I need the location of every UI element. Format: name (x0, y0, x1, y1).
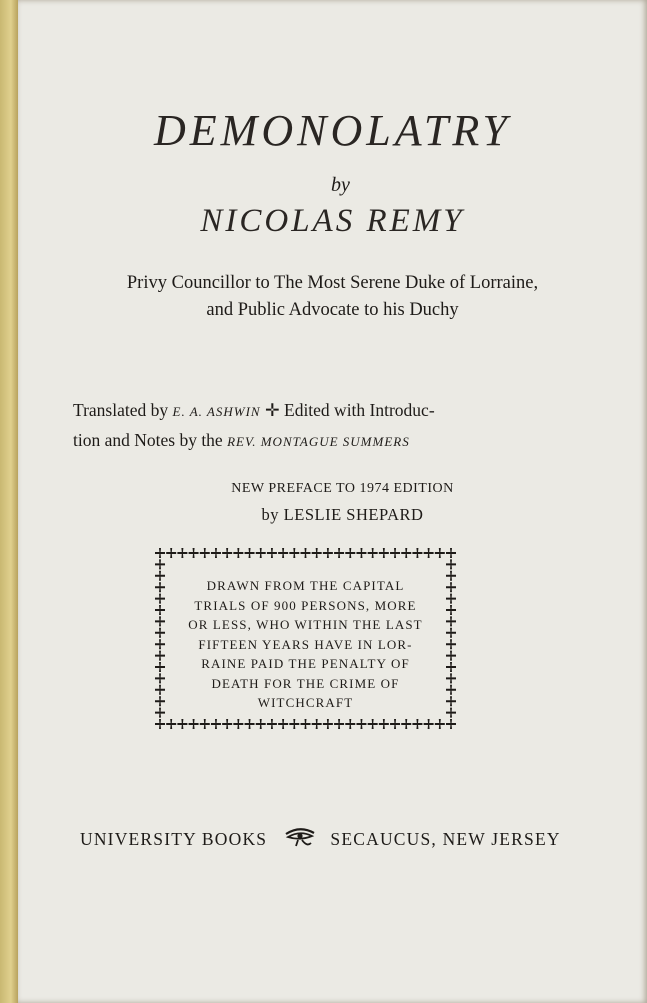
author-titles-line-2: and Public Advocate to his Duchy (206, 300, 459, 320)
publisher-place: SECAUCUS, NEW JERSEY (330, 829, 561, 849)
preface-author: by LESLIE SHEPARD (261, 505, 424, 524)
quote-line: WITCHCRAFT (257, 695, 354, 710)
quote-line: TRIALS OF 900 PERSONS, MORE (194, 597, 417, 613)
author-titles-line-1: Privy Councillor to The Most Serene Duke of Lorraine, (126, 273, 539, 293)
notes-by-label: tion and Notes by the (73, 430, 223, 450)
quote-box (183, 576, 428, 713)
translation-credits-line-2 (73, 426, 553, 456)
by-word: by (331, 174, 350, 196)
title-page (18, 0, 647, 1003)
publisher-name: UNIVERSITY BOOKS (80, 829, 268, 849)
quote-line: OR LESS, WHO WITHIN THE LAST (188, 617, 423, 632)
edited-with-label: Edited with Introduc- (284, 400, 435, 420)
preface-line: NEW PREFACE TO 1974 EDITION (231, 481, 454, 496)
translator-name: E. A. ASHWIN (172, 404, 261, 419)
book-binding-edge (0, 0, 18, 1003)
publisher-imprint (80, 826, 560, 853)
author-titles (18, 270, 647, 324)
quote-line: RAINE PAID THE PENALTY OF (201, 656, 410, 671)
author-name: NICOLAS REMY (200, 203, 465, 239)
cross-separator-icon: ✛ (264, 400, 280, 420)
quote-line: DEATH FOR THE CRIME OF (211, 675, 400, 691)
translation-credits-line-1 (73, 396, 553, 426)
translated-by-label: Translated by (73, 400, 169, 420)
quote-line: FIFTEEN YEARS HAVE IN LOR- (198, 636, 413, 652)
book-title: DEMONOLATRY (154, 106, 511, 155)
eye-of-horus-icon (283, 826, 317, 853)
quote-line: DRAWN FROM THE CAPITAL (206, 578, 405, 593)
translation-credits (73, 396, 553, 456)
editor-name: REV. MONTAGUE SUMMERS (227, 434, 410, 449)
